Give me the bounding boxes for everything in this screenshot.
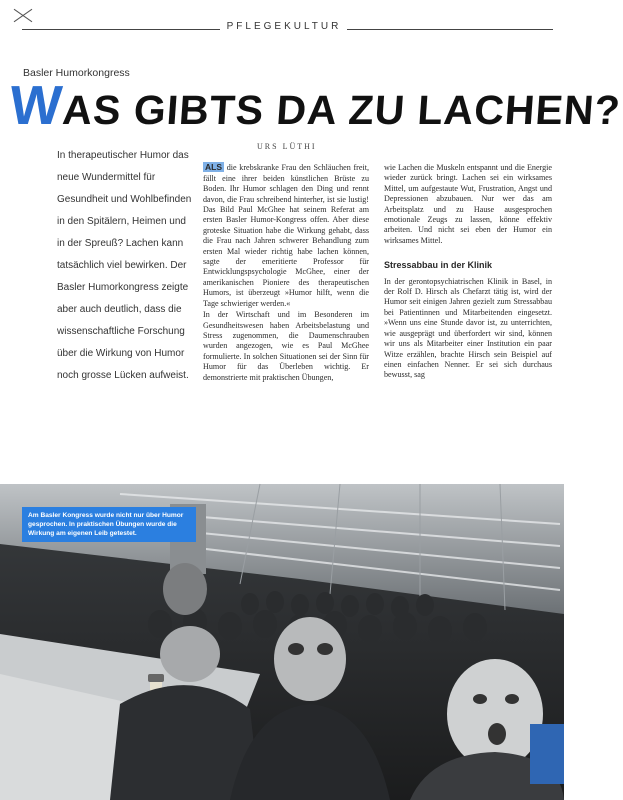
crop-mark-icon [10, 6, 36, 26]
article-column-middle [203, 142, 369, 384]
header-rule-right [347, 29, 553, 30]
photo-caption: Am Basler Kongress wurde nicht nur über Humor gesprochen. In praktischen Übungen wurde die Wirkung am eigenen Leib getestet. [22, 507, 196, 542]
headline-text: AS GIBTS DA ZU LACHEN? [60, 87, 623, 133]
article-headline [7, 74, 623, 136]
paragraph-text: die krebskranke Frau den Schläuchen freit, fällt eine ihrer beiden künstlichen Brüste zu Boden. Ihr Humor schlagen den Ding und rennt davon, die Frau schreibend hinterher, ist sie lustig! Das Bild Paul McGhee hat seinem Referat am ersten Basler Humor-Kongress offen. Aber diese groteske Situation habe die Wirkung gehabt, dass die Frau nach Jahren schwerer Behandlung zum ersten Mal wieder richtig habe lachen können, sagte der emeritierte Professor für Entwicklungspsychologie McGhee, einer der amerikanischen Pioniere des therapeutischen Humors, ist überzeugt »Humor hilft, wenn die Tage schwieriger werden.« [203, 163, 369, 308]
article-subhead: Stressabbau in der Klinik [384, 260, 493, 271]
article-kicker: Basler Humorkongress [23, 67, 130, 79]
article-byline: URS LÜTHI [257, 142, 317, 151]
paragraph: In der Wirtschaft und im Besonderen im Gesundheitswesen haben Arbeitsbelastung und Stress zugenommen, die Daumenschrauben wurden angezogen, wie es Paul McGhee formulierte. In solchen Situationen sei der Sinn für Humor für das Überleben wichtig. Er demonstrierte mit praktischen Übungen, [203, 310, 369, 382]
header-rule-left [22, 29, 220, 30]
headline-initial: W [7, 74, 66, 136]
article-lead: In therapeutischer Humor das neue Wundermittel für Gesundheit und Wohlbefinden in den Spitälern, Heimen und in der Spreuß? Lachen kann tatsächlich viel bewirken. Der Basler Humorkongress zeigte aber auch deutlich, dass die wissenschaftliche Forschung über die Wirkung von Humor noch grosse Lücken aufweist. [57, 150, 192, 381]
paragraph: wie Lachen die Muskeln entspannt und die Energie wieder zurück bringt. Lachen sei ein wirksames Mittel, um aufgestaute Wut, Frustration, Angst und Depressionen abzubauen. Nur wer das am Arbeitsplatz und zu Hause ausgesprochen emotionale Zeugs zu lassen, könne effektiv arbeiten. Und nicht sei eben der Humor ein wirksames Mittel. [384, 163, 552, 245]
section-header: PFLEGEKULTUR [226, 21, 342, 32]
article-column-right [384, 163, 552, 382]
paragraph [203, 162, 369, 309]
paragraph: In der gerontopsychiatrischen Klinik in Basel, in der Rolf D. Hirsch als Chefarzt tätig ist, wird der Humor seit einigen Jahren gezielt zum Stressabbau bei Patientinnen und Mitarbeitenden eingesetzt. »Wenn uns eine Stunde davor ist, zu unterrichten, wie ausgeprägt und überfordert wir sind, können wir uns als Mitarbeiter einer Institution ein paar Witze erzählen, brachte Hirsch sein Beispiel auf einen einfachen Nenner. Er sei sich durchaus bewusst, sag [384, 276, 552, 380]
drop-cap: ALS [205, 162, 222, 173]
